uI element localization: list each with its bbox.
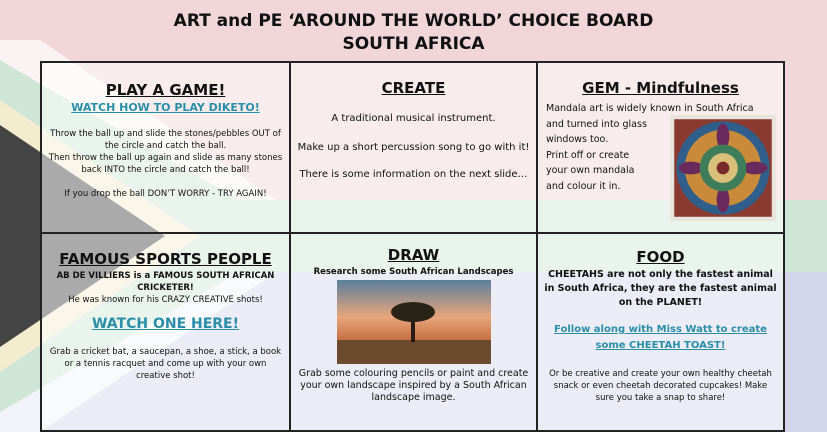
cell-create bbox=[291, 63, 538, 234]
gem-line-6: and colour it in. bbox=[546, 180, 621, 192]
draw-text-1: Research some South African Landscapes bbox=[313, 267, 514, 277]
cell-draw bbox=[291, 234, 538, 430]
cell-play-a-game bbox=[42, 63, 291, 234]
create-text-1: A traditional musical instrument. bbox=[331, 113, 496, 124]
create-text-3: There is some information on the next slide… bbox=[299, 169, 528, 180]
mandala-image bbox=[670, 115, 776, 221]
create-text-2: Make up a short percussion song to go with it! bbox=[297, 142, 530, 153]
cell-famous-sports-people bbox=[42, 234, 291, 430]
heading-food: FOOD bbox=[636, 248, 685, 266]
landscape-image bbox=[337, 280, 491, 364]
game-text-1: Throw the ball up and slide the stones/pebbles OUT of the circle and catch the ball. bbox=[50, 129, 281, 151]
link-diketo[interactable]: WATCH HOW TO PLAY DIKETO! bbox=[71, 101, 260, 114]
cell-food bbox=[538, 234, 783, 430]
gem-line-4: Print off or create bbox=[546, 149, 630, 161]
link-watch-shot[interactable]: WATCH ONE HERE! bbox=[91, 316, 240, 332]
heading-sports: FAMOUS SPORTS PEOPLE bbox=[59, 250, 272, 268]
food-text-2: Or be creative and create your own healthy cheetah snack or even cheetah decorated cupcakes! Make sure you take a snap to share! bbox=[549, 369, 772, 403]
gem-line-1: Mandala art is widely known in South Africa bbox=[546, 103, 754, 114]
title-line-2: SOUTH AFRICA bbox=[342, 34, 485, 54]
link-cheetah-toast[interactable]: Follow along with Miss Watt to create some CHEETAH TOAST! bbox=[554, 324, 767, 351]
page-title bbox=[0, 10, 827, 56]
sports-text-2: He was known for his CRAZY CREATIVE shots! bbox=[68, 295, 263, 305]
sports-text-1: AB DE VILLIERS is a FAMOUS SOUTH AFRICAN CRICKETER! bbox=[56, 271, 275, 293]
draw-text-2: Grab some colouring pencils or paint and create your own landscape inspired by a South African landscape image. bbox=[298, 368, 529, 403]
gem-line-3: windows too. bbox=[546, 134, 609, 145]
heading-create: CREATE bbox=[381, 79, 446, 97]
heading-gem: GEM - Mindfulness bbox=[582, 79, 739, 97]
choice-board-grid bbox=[40, 61, 785, 432]
heading-play-a-game: PLAY A GAME! bbox=[105, 81, 226, 99]
title-line-1: ART and PE ‘AROUND THE WORLD’ CHOICE BOARD bbox=[173, 11, 654, 31]
sports-text-3: Grab a cricket bat, a saucepan, a shoe, a stick, a book or a tennis racquet and come up with your own creative shot! bbox=[49, 347, 282, 381]
cell-gem-mindfulness bbox=[538, 63, 783, 234]
game-text-2: Then throw the ball up again and slide as many stones back INTO the circle and catch the ball! bbox=[48, 153, 283, 175]
food-text-1: CHEETAHS are not only the fastest animal in South Africa, they are the fastest animal on the PLANET! bbox=[544, 269, 777, 308]
gem-line-2: and turned into glass bbox=[546, 118, 647, 130]
heading-draw: DRAW bbox=[387, 246, 440, 264]
game-text-3: If you drop the ball DON’T WORRY - TRY AGAIN! bbox=[64, 189, 267, 199]
gem-line-5: your own mandala bbox=[546, 165, 635, 176]
